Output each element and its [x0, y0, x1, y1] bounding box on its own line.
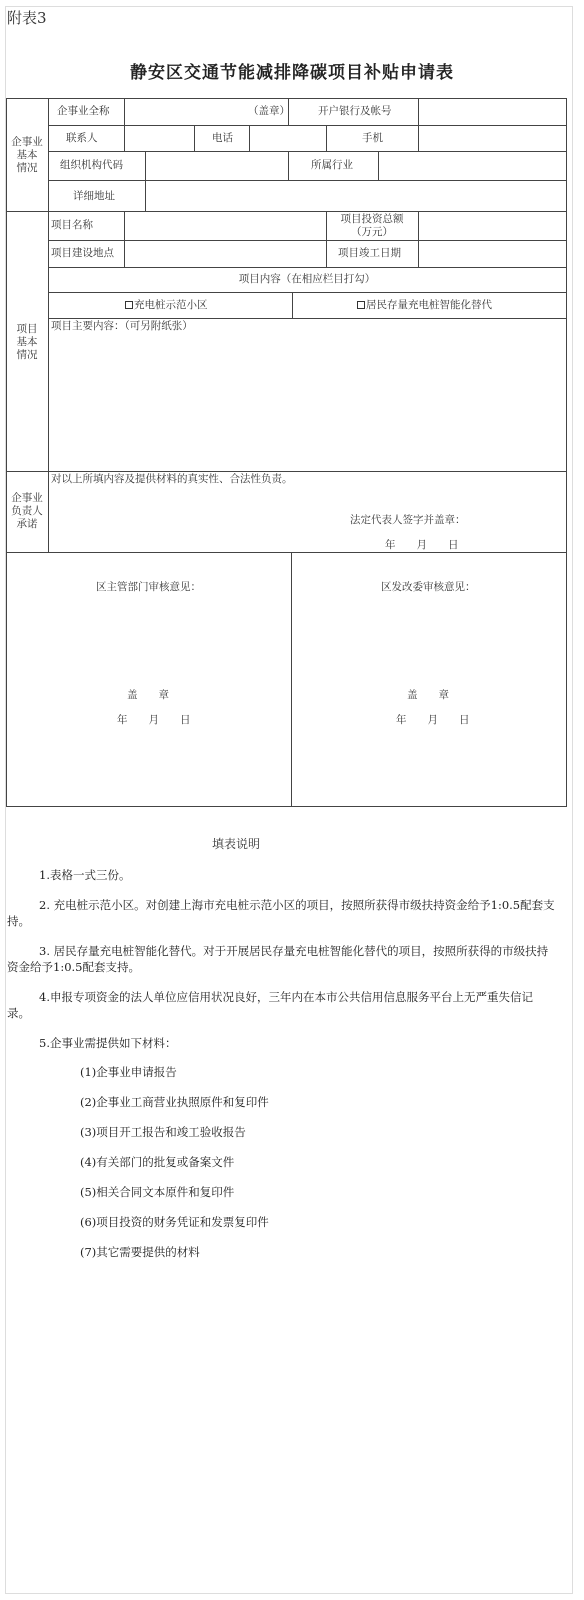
org-code-field[interactable] [147, 153, 286, 179]
company-name-label: 企事业全称 [57, 105, 110, 117]
section-project-info-label: 项目 基本 情况 [16, 323, 38, 361]
location-label: 项目建设地点 [51, 247, 114, 259]
material-item-7: (7)其它需要提供的材料 [80, 1245, 200, 1259]
location-field[interactable] [126, 242, 324, 266]
completion-date-label: 项目竣工日期 [338, 247, 401, 259]
option-charging-community[interactable]: 充电桩示范小区 [125, 299, 208, 312]
investment-field[interactable] [420, 213, 564, 239]
district-drc-seal: 盖 章 [407, 689, 449, 701]
material-item-1: (1)企事业申请报告 [80, 1065, 177, 1079]
industry-field[interactable] [380, 153, 564, 179]
material-item-6: (6)项目投资的财务凭证和发票复印件 [80, 1215, 269, 1229]
material-item-4: (4)有关部门的批复或备案文件 [80, 1155, 235, 1169]
contact-field[interactable] [126, 127, 192, 150]
district-drc-review-title: 区发改委审核意见： [381, 581, 476, 593]
seal-note: （盖章） [248, 105, 290, 117]
district-dept-review-title: 区主管部门审核意见： [96, 581, 201, 593]
phone-field[interactable] [251, 127, 324, 150]
section-company-info-label: 企事业 基本 情况 [11, 136, 43, 174]
bank-account-field[interactable] [420, 100, 564, 124]
investment-label: 项目投资总额 （万元） [340, 213, 404, 238]
note-item-1: 1.表格一式三份。 [39, 868, 131, 882]
option-smart-replacement[interactable]: 居民存量充电桩智能化替代 [357, 299, 492, 312]
address-field[interactable] [147, 182, 564, 210]
bank-account-label: 开户银行及帐号 [318, 105, 392, 117]
appendix-label: 附表3 [7, 9, 47, 27]
project-content-header: 项目内容（在相应栏目打勾） [238, 273, 376, 285]
org-code-label: 组织机构代码 [60, 159, 123, 171]
completion-date-field[interactable] [420, 242, 564, 266]
note-item-2: 2. 充电桩示范小区。对创建上海市充电桩示范小区的项目，按照所获得市级扶持资金给予1:0.5配套支持。 [7, 898, 555, 928]
signature-label: 法定代表人签字并盖章： [350, 514, 466, 526]
contact-label: 联系人 [66, 132, 98, 144]
commitment-date: 年 月 日 [385, 539, 459, 551]
district-drc-date: 年 月 日 [396, 714, 470, 726]
project-name-label: 项目名称 [51, 219, 93, 231]
checkbox-icon[interactable] [125, 301, 133, 309]
form-title: 静安区交通节能减排降碳项目补贴申请表 [130, 63, 454, 83]
notes-title: 填表说明 [212, 837, 261, 851]
main-content-label: 项目主要内容：（可另附纸张） [51, 320, 193, 332]
industry-label: 所属行业 [311, 159, 353, 171]
material-item-3: (3)项目开工报告和竣工验收报告 [80, 1125, 246, 1139]
material-item-5: (5)相关合同文本原件和复印件 [80, 1185, 235, 1199]
district-dept-seal: 盖 章 [127, 689, 169, 701]
section-commitment-label: 企事业 负责人 承诺 [11, 492, 43, 530]
note-item-3: 3. 居民存量充电桩智能化替代。对于开展居民存量充电桩智能化替代的项目，按照所获得的市级扶持资金给予1:0.5配套支持。 [7, 944, 549, 974]
material-item-2: (2)企事业工商营业执照原件和复印件 [80, 1095, 269, 1109]
note-item-5: 5.企事业需提供如下材料： [39, 1036, 177, 1050]
commitment-statement: 对以上所填内容及提供材料的真实性、合法性负责。 [51, 473, 293, 485]
checkbox-icon[interactable] [357, 301, 365, 309]
main-content-field[interactable] [50, 336, 564, 469]
mobile-field[interactable] [420, 127, 564, 150]
phone-label: 电话 [212, 132, 233, 144]
project-name-field[interactable] [126, 213, 324, 239]
district-dept-date: 年 月 日 [117, 714, 191, 726]
mobile-label: 手机 [362, 132, 383, 144]
address-label: 详细地址 [73, 190, 115, 202]
note-item-4: 4.申报专项资金的法人单位应信用状况良好，三年内在本市公共信用信息服务平台上无严重失信记录。 [7, 990, 533, 1020]
